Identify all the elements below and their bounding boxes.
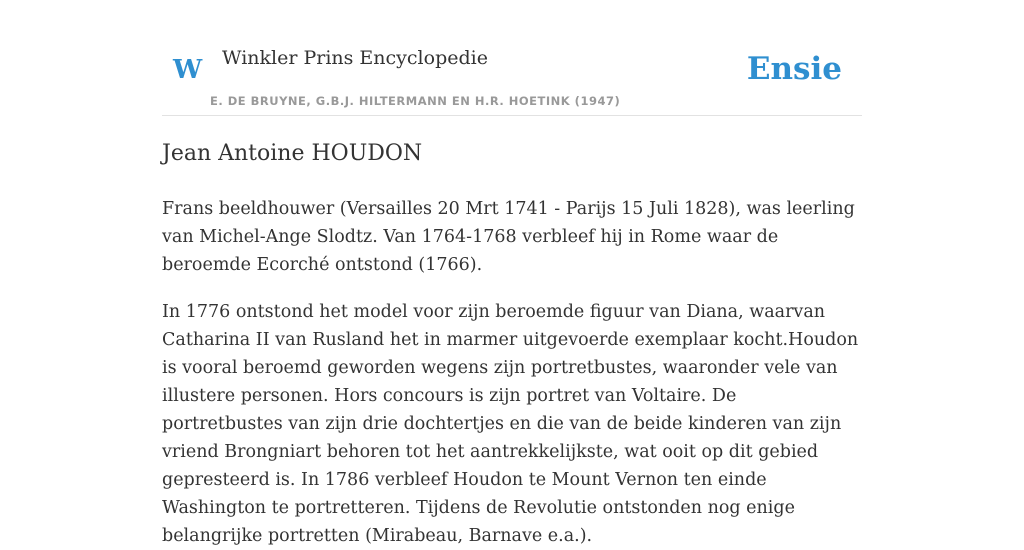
article-body — [162, 195, 862, 550]
article-paragraph: In 1776 ontstond het model voor zijn beroemde figuur van Diana, waarvan Catharina II van Rusland het in marmer uitgevoerde exemplaar kocht.Houdon is vooral beroemd geworden wegens zijn portretbustes, waaronder vele van illustere personen. Hors concours is zijn portret van Voltaire. De portretbustes van zijn drie dochtertjes en die van de beide kinderen van zijn vriend Brongniart behoren tot het aantrekkelijkste, wat ooit op dit gebied gepresteerd is. In 1786 verbleef Houdon te Mount Vernon ten einde Washington te portretteren. Tijdens de Revolutie ontstonden nog enige belangrijke portretten (Mirabeau, Barnave e.a.). — [162, 302, 859, 546]
encyclopedie-title[interactable]: Winkler Prins Encyclopedie — [222, 47, 488, 69]
article — [162, 138, 862, 550]
encyclopedie-authors: E. DE BRUYNE, G.B.J. HILTERMANN EN H.R. HOETINK (1947) — [210, 94, 621, 108]
article-title: Jean Antoine HOUDON — [162, 141, 423, 166]
encyclopedie-logo-icon[interactable]: W — [173, 55, 203, 85]
article-paragraph: Frans beeldhouwer (Versailles 20 Mrt 1741 - Parijs 15 Juli 1828), was leerling van Michel-Ange Slodtz. Van 1764-1768 verbleef hij in Rome waar de beroemde Ecorché ontstond (1766). — [162, 199, 855, 275]
ensie-logo[interactable]: Ensie — [746, 51, 842, 87]
site-header — [162, 0, 862, 116]
